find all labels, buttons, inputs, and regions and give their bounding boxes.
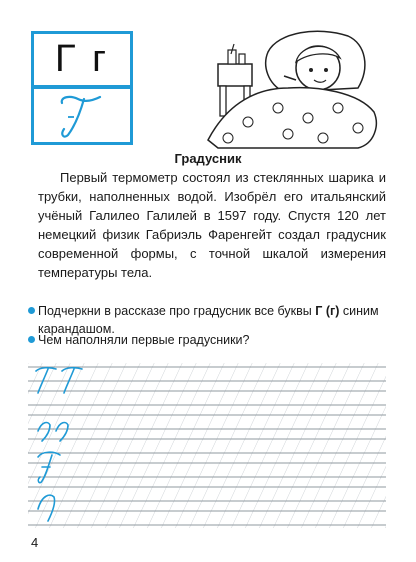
sick-child-illustration bbox=[198, 22, 384, 152]
task-text-after: синим карандашом. bbox=[38, 304, 379, 336]
cursive-letter bbox=[34, 89, 130, 142]
page-number: 4 bbox=[31, 535, 39, 550]
bullet-icon bbox=[28, 307, 35, 314]
task-text-before: Подчеркни в рассказе про градусник все буквы bbox=[38, 304, 316, 318]
task-question bbox=[38, 331, 384, 349]
story-text: Первый термометр состоял из стеклянных шарика и трубки, наполненных водой. Изобрёл его итальянский учёный Галилео Галилей в 1597 году. Спустя 120 лет немецкий физик Габриэль Фаренгейт создал градусник современной формы, с точной шкалой измерения температуры тела. bbox=[38, 170, 386, 280]
printed-letters: Г г bbox=[34, 34, 130, 85]
task-question-text: Чем наполняли первые градусники? bbox=[38, 333, 250, 347]
task-highlight-letter: Г (г) bbox=[315, 304, 340, 318]
handwriting-practice-grid[interactable] bbox=[28, 363, 386, 528]
letter-card bbox=[31, 31, 133, 145]
story-title: Градусник bbox=[174, 151, 242, 166]
bullet-icon bbox=[28, 336, 35, 343]
